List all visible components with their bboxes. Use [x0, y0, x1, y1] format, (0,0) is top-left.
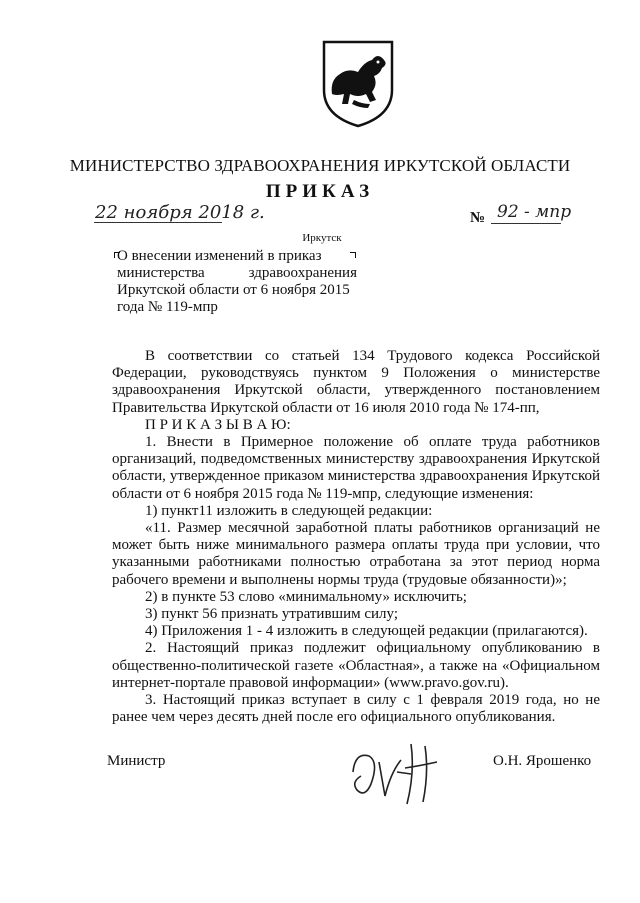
clause-1-item-1-text: «11. Размер месячной заработной платы работников организаций не может быть ниже минимального размера оплаты труда при условии, что указанными работниками полностью отработана за этот период норма рабочего времени и выполнены нормы труда (трудовые обязанности)»;: [112, 520, 600, 588]
clause-1-item-2: 2) в пункте 53 слово «минимальному» исключить;: [145, 588, 467, 605]
clause-3: 3. Настоящий приказ вступает в силу с 1 февраля 2019 года, но не ранее чем через десять дней после его официального опубликования.: [112, 692, 600, 726]
subject-line: О внесении изменений в приказ: [117, 248, 322, 264]
city-label: Иркутск: [302, 232, 342, 244]
document-type: ПРИКАЗ: [265, 181, 375, 202]
handwritten-date: 22 ноября 2018 г.: [95, 202, 265, 223]
date-underline: [94, 222, 222, 223]
clause-1-item-4: 4) Приложения 1 - 4 изложить в следующей редакции (прилагаются).: [145, 623, 588, 640]
handwritten-number: 92 - мпр: [497, 202, 572, 222]
order-keyword: П Р И К А З Ы В А Ю:: [145, 416, 291, 433]
signature-icon: [345, 732, 455, 812]
clause-1-item-3: 3) пункт 56 признать утратившим силу;: [145, 606, 399, 623]
subject-line: года № 119-мпр: [117, 299, 218, 315]
clause-1: 1. Внести в Примерное положение об оплате труда работников организаций, подведомственных министерству здравоохранения Иркутской области, утвержденное приказом министерства здравоохранения Иркутской области от 6 ноября 2015 года № 119-мпр, следующие изменения:: [112, 434, 600, 502]
number-label: №: [470, 210, 486, 226]
order-subject: [117, 248, 357, 316]
signatory-position: Министр: [107, 753, 166, 769]
signatory-name: О.Н. Ярошенко: [493, 753, 592, 769]
subject-line: министерства здравоохранения: [117, 265, 357, 281]
number-underline: [491, 223, 561, 224]
order-body: [112, 348, 600, 726]
clause-2: 2. Настоящий приказ подлежит официальному опубликованию в общественно-политической газете «Областная», а также на «Официальном интернет-портале правовой информации» (www.pravo.gov.ru).: [112, 640, 600, 691]
coat-of-arms-icon: [318, 38, 398, 128]
ministry-name: МИНИСТЕРСТВО ЗДРАВООХРАНЕНИЯ ИРКУТСКОЙ ОБЛАСТИ: [69, 156, 571, 175]
preamble-paragraph: В соответствии со статьей 134 Трудового кодекса Российской Федерации, руководствуясь пунктом 9 Положения о министерстве здравоохранения Иркутской области, утвержденного постановлением Правительства Иркутской области от 16 июля 2010 года № 174-пп,: [112, 348, 600, 416]
clause-1-item-1: 1) пункт11 изложить в следующей редакции:: [145, 502, 433, 519]
subject-line: Иркутской области от 6 ноября 2015: [117, 282, 350, 298]
